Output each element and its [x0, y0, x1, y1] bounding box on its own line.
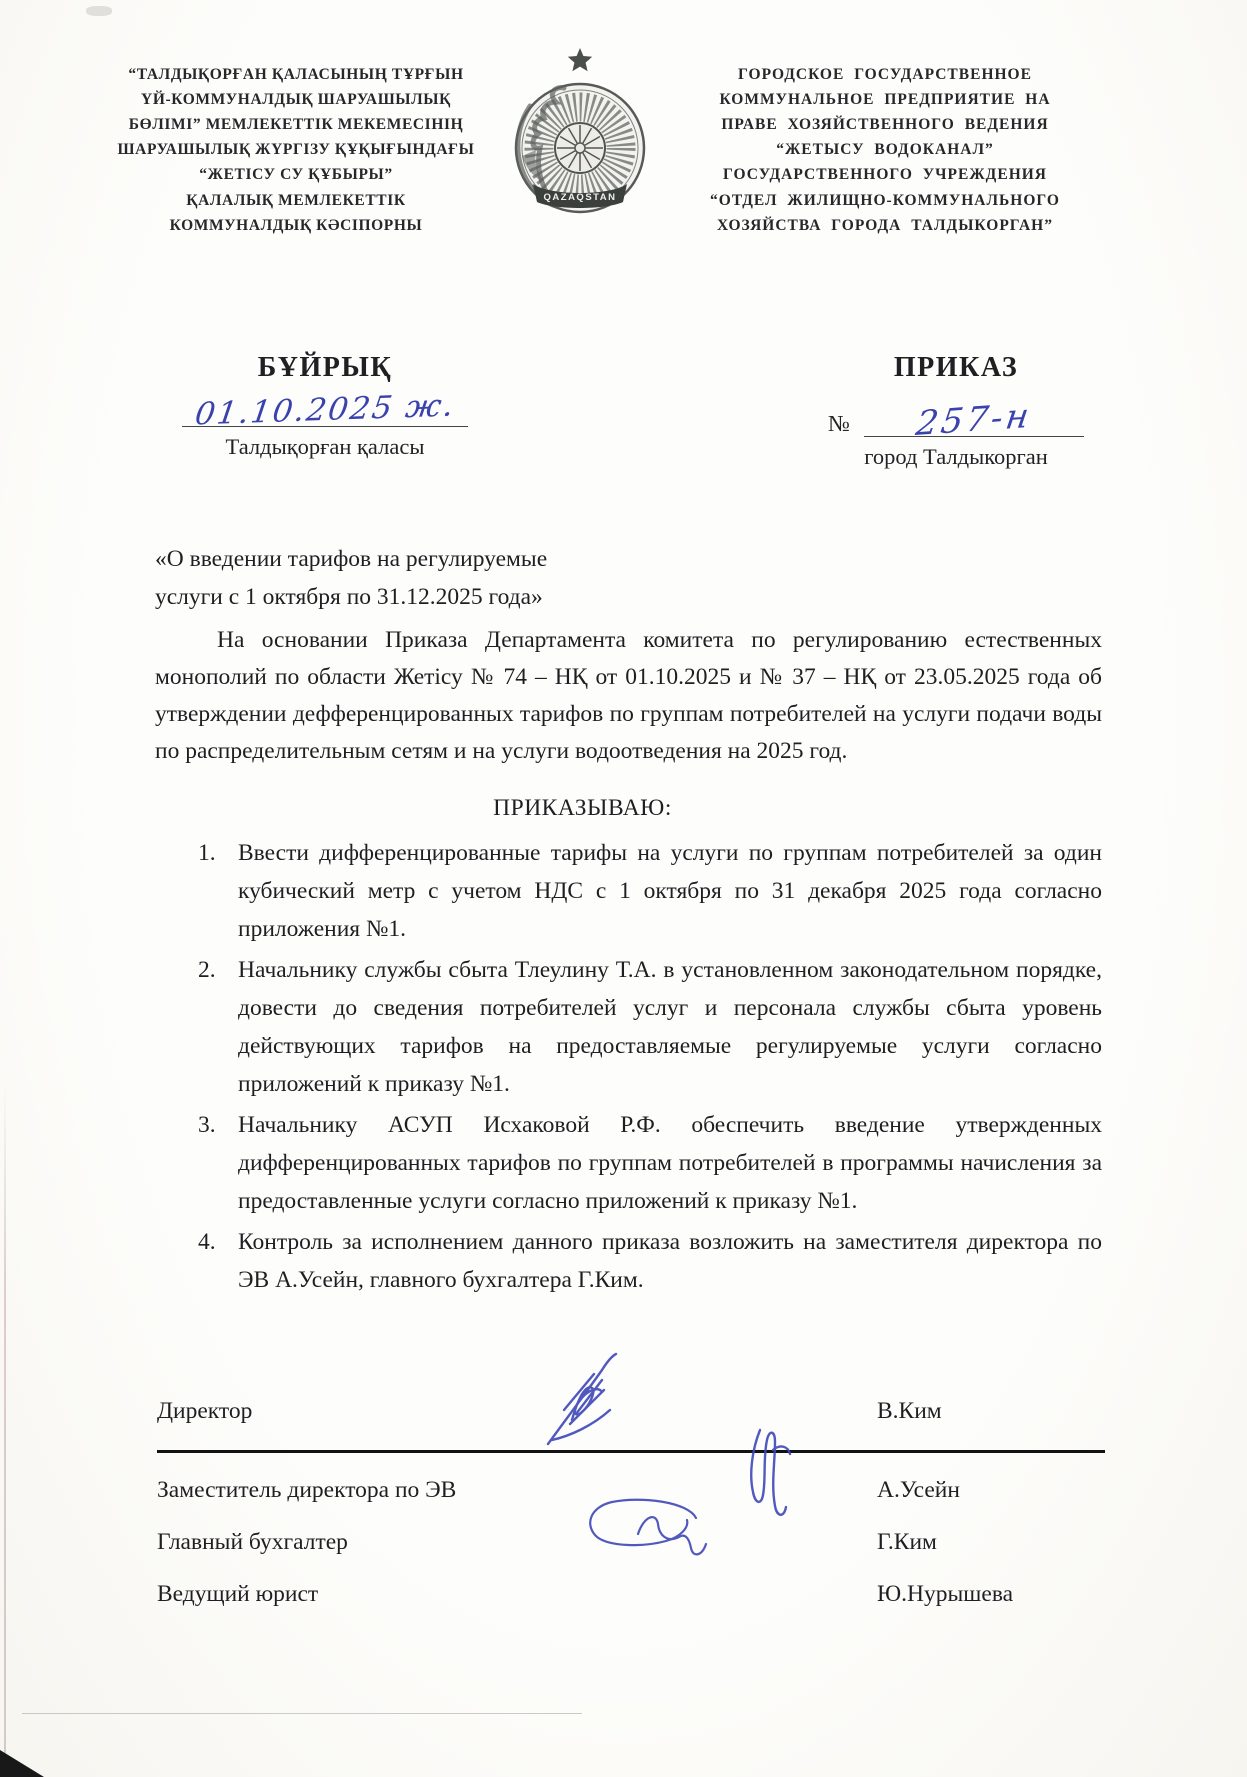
signature-row [157, 1477, 1105, 1507]
signature-block [157, 1398, 1105, 1633]
order-word: ПРИКАЗЫВАЮ: [493, 795, 672, 821]
signer-role: Директор [157, 1398, 253, 1424]
order-item-number: 4. [198, 1229, 216, 1255]
org-kk-line: ШАРУАШЫЛЫҚ ЖҮРГІЗУ ҚҰҚЫҒЫНДАҒЫ [117, 141, 475, 159]
signer-name: Г.Ким [877, 1529, 937, 1555]
order-item-number: 1. [198, 840, 216, 866]
org-kk-line: КОММУНАЛДЫҚ КӘСІПОРНЫ [169, 216, 423, 234]
handwritten-date: 01.10.2025 ж. [192, 387, 458, 433]
org-kk-line: “ТАЛДЫҚОРҒАН ҚАЛАСЫНЫҢ ТҰРҒЫН [128, 66, 464, 83]
org-ru-line: КОММУНАЛЬНОЕ ПРЕДПРИЯТИЕ НА [719, 91, 1051, 109]
org-ru-line: ГОРОДСКОЕ ГОСУДАРСТВЕННОЕ [738, 66, 1032, 83]
order-title-block-kazakh [182, 352, 468, 460]
org-ru-line: “ЖЕТЫСУ ВОДОКАНАЛ” [776, 141, 994, 159]
org-ru-line: “ОТДЕЛ ЖИЛИЩНО-КОММУНАЛЬНОГО [710, 191, 1060, 209]
org-kk-line: “ЖЕТІСУ СУ ҚҰБЫРЫ” [199, 166, 393, 184]
signer-name: В.Ким [877, 1398, 942, 1424]
org-kk-line: ҚАЛАЛЫҚ МЕМЛЕКЕТТІК [186, 191, 406, 209]
subject-line: «О введении тарифов на регулируемые [155, 546, 548, 572]
order-item-number: 2. [198, 957, 216, 983]
title-kazakh: БҰЙРЫҚ [257, 352, 393, 383]
place-russian: город Талдыкорган [864, 444, 1048, 469]
signer-name: Ю.Нурышева [877, 1581, 1014, 1607]
signature-divider-line [157, 1450, 1105, 1453]
signature-row [157, 1581, 1105, 1611]
order-item [198, 1223, 1102, 1299]
signer-role: Главный бухгалтер [157, 1529, 348, 1555]
order-item-number: 3. [198, 1112, 216, 1138]
order-item-text: Начальнику АСУП Исхаковой Р.Ф. обеспечить введение утвержденных дифференцированных тарифов по группам потребителей в программы начисления за предоставленные услуги согласно приложений к приказу №1. [238, 1112, 1102, 1214]
organization-name-kazakh [82, 62, 510, 238]
org-ru-line: ГОСУДАРСТВЕННОГО УЧРЕЖДЕНИЯ [722, 166, 1047, 184]
organization-name-russian [650, 62, 1120, 238]
order-item-text: Контроль за исполнением данного приказа возложить на заместителя директора по ЭВ А.Усейн, главного бухгалтера Г.Ким. [238, 1229, 1102, 1293]
scan-corner-shadow [0, 1750, 44, 1777]
signer-name: А.Усейн [877, 1477, 960, 1503]
kazakhstan-emblem-icon [500, 42, 660, 232]
order-preamble: На основании Приказа Департамента комитета по регулированию естественных монополий по области Жетісу № 74 – НҚ от 01.10.2025 и № 37 – НҚ от 23.05.2025 года об утверждении дефференцированных тарифов по группам потребителей на услуги подачи воды по распределительным сетям и на услуги водоотведения на 2025 год. [155, 627, 1102, 764]
order-item [198, 834, 1102, 948]
signature-row [157, 1529, 1105, 1559]
signature-row [157, 1398, 1105, 1428]
order-item-text: Начальнику службы сбыта Тлеулину Т.А. в установленном законодательном порядке, довести до сведения потребителей услуг и персонала службы сбыта уровень действующих тарифов на предоставляемые регулируемые услуги согласно приложений к приказу №1. [238, 957, 1102, 1097]
signer-role: Ведущий юрист [157, 1581, 319, 1607]
org-kk-line: ҮЙ-КОММУНАЛДЫҚ ШАРУАШЫЛЫҚ [141, 91, 451, 109]
place-kazakh: Талдықорған қаласы [225, 434, 425, 459]
signer-role: Заместитель директора по ЭВ [157, 1477, 457, 1503]
title-russian: ПРИКАЗ [893, 352, 1019, 383]
order-item [198, 951, 1102, 1103]
scan-smudge [86, 6, 112, 16]
org-ru-line: ХОЗЯЙСТВА ГОРОДА ТАЛДЫКОРГАН” [717, 216, 1053, 234]
number-underline [864, 396, 1084, 444]
order-item-text: Ввести дифференцированные тарифы на услуги по группам потребителей за один кубический метр с учетом НДС с 1 октября по 31 декабря 2025 года согласно приложения №1. [238, 840, 1102, 942]
org-ru-line: ПРАВЕ ХОЗЯЙСТВЕННОГО ВЕДЕНИЯ [721, 116, 1049, 134]
order-number-row [828, 396, 1084, 444]
emblem-banner-text: QAZAQSTAN [543, 192, 617, 203]
subject-line: услуги с 1 октября по 31.12.2025 года» [155, 584, 543, 610]
order-item [198, 1106, 1102, 1220]
handwritten-order-number: 257-н [913, 396, 1035, 444]
order-subject [155, 540, 795, 616]
scan-line-artifact [22, 1713, 582, 1714]
order-items-list [198, 834, 1102, 1302]
number-sign: № [828, 411, 850, 436]
org-kk-line: БӨЛІМІ” МЕМЛЕКЕТТІК МЕКЕМЕСІНІҢ [128, 116, 464, 134]
order-title-block-russian [828, 352, 1084, 470]
scan-edge-artifact [4, 1080, 6, 1777]
